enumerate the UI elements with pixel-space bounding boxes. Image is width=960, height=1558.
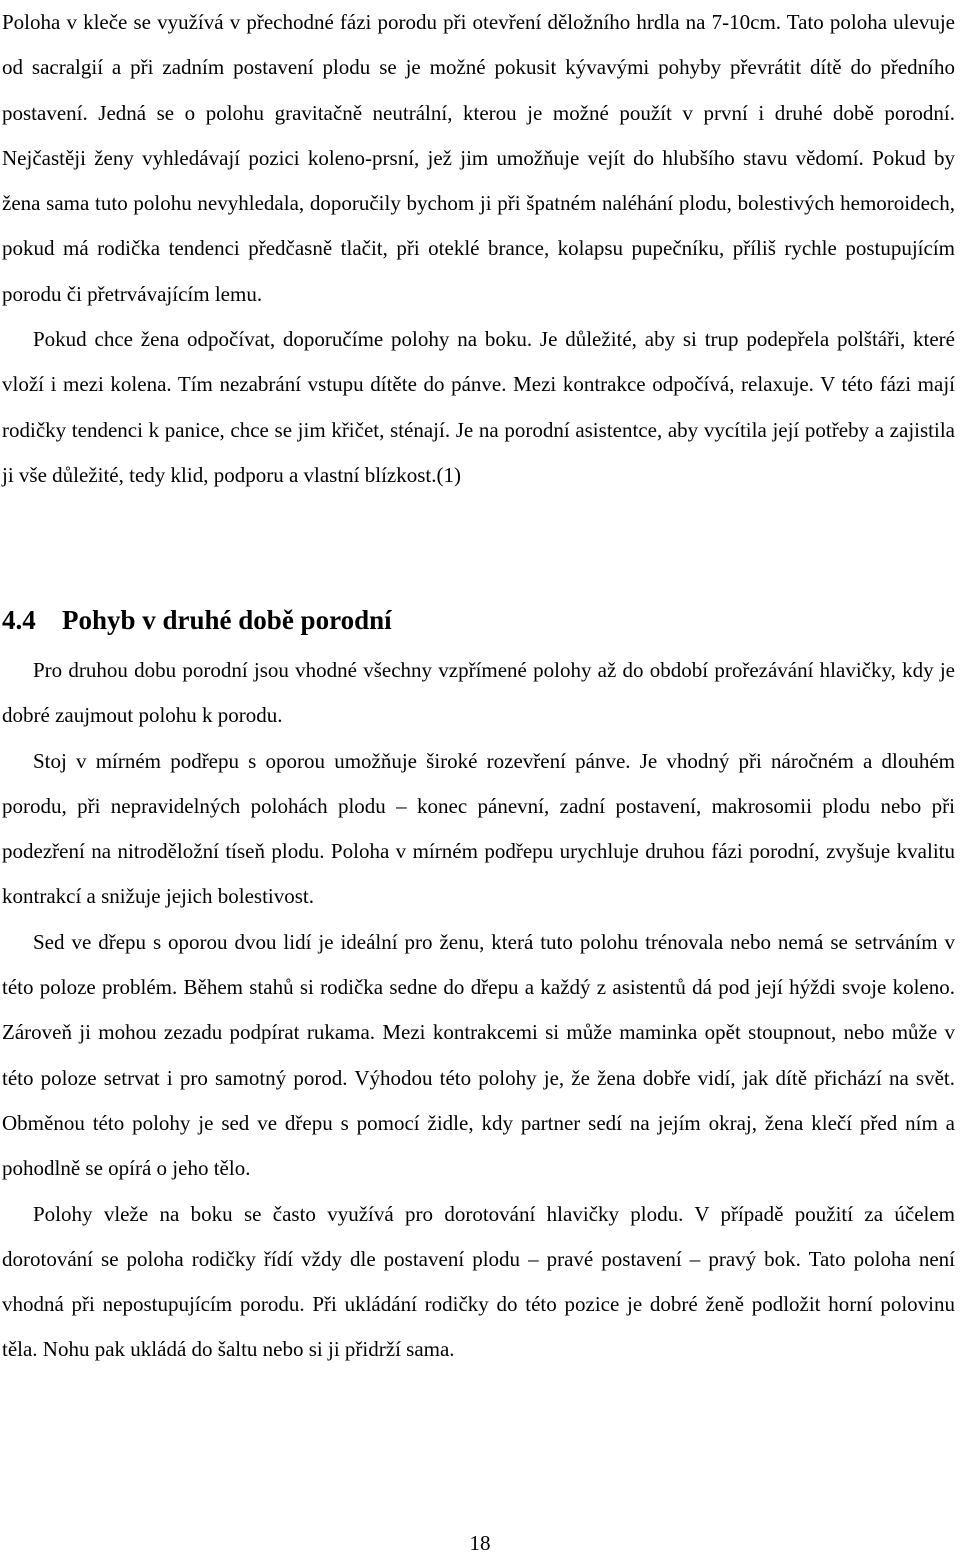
page-number: 18 [469,1531,491,1555]
section-title: Pohyb v druhé době porodní [62,605,392,635]
section-heading [2,600,392,640]
paragraph-upright-positions: Pro druhou dobu porodní jsou vhodné všechny vzpřímené polohy až do období prořezávání hlavičky, kdy je dobré zaujmout polohu k porodu. [2,658,955,728]
body-text-section [2,648,955,1373]
paragraph-kneeling-position: Poloha v kleče se využívá v přechodné fázi porodu při otevření děložního hrdla na 7-10cm. Tato poloha ulevuje od sacralgií a při zadním postavení plodu se je možné pokusit kývavými pohyby převrátit dítě do předního postavení. Jedná se o polohu gravitačně neutrální, kterou je možné použít v první i druhé době porodní. Nejčastěji ženy vyhledávají pozici koleno-prsní, jež jim umožňuje vejít do hlubšího stavu vědomí. Pokud by žena sama tuto polohu nevyhledala, doporučily bychom ji při špatném naléhání plodu, bolestivých hemoroidech, pokud má rodička tendenci předčasně tlačit, při oteklé brance, kolapsu pupečníku, příliš rychle postupujícím porodu či přetrvávajícím lemu. [2,10,955,306]
paragraph-squat-support: Sed ve dřepu s oporou dvou lidí je ideální pro ženu, která tuto polohu trénovala nebo nemá se setrváním v této poloze problém. Během stahů si rodička sedne do dřepu a každý z asistentů dá pod její hýždi svoje koleno. Zároveň ji mohou zezadu podpírat rukama. Mezi kontrakcemi si může maminka opět stoupnout, nebo může v této poloze setrvat i pro samotný porod. Výhodou této polohy je, že žena dobře vidí, jak dítě přichází na svět. Obměnou této polohy je sed ve dřepu s pomocí židle, kdy partner sedí na jejím okraj, žena klečí před ním a pohodlně se opírá o jeho tělo. [2,929,955,1181]
paragraph-standing-squat: Stoj v mírném podřepu s oporou umožňuje široké rozevření pánve. Je vhodný při náročném a dlouhém porodu, při nepravidelných polohách plodu – konec pánevní, zadní postavení, makrosomii plodu nebo při podezření na nitroděložní tíseň plodu. Poloha v mírném podřepu urychluje druhou fázi porodní, zvyšuje kvalitu kontrakcí a snižuje jejich bolestivost. [2,748,955,909]
section-number: 4.4 [2,605,36,635]
body-text-top [2,0,955,498]
paragraph-side-position-rest: Pokud chce žena odpočívat, doporučíme polohy na boku. Je důležité, aby si trup podepřela polštáři, které vloží i mezi kolena. Tím nezabrání vstupu dítěte do pánve. Mezi kontrakce odpočívá, relaxuje. V této fázi mají rodičky tendenci k panice, chce se jim křičet, sténají. Je na porodní asistentce, aby vycítila její potřeby a zajistila ji vše důležité, tedy klid, podporu a vlastní blízkost.(1) [2,327,955,487]
paragraph-lying-side: Polohy vleže na boku se často využívá pro dorotování hlavičky plodu. V případě použití za účelem dorotování se poloha rodičky řídí vždy dle postavení plodu – pravé postavení – pravý bok. Tato poloha není vhodná při nepostupujícím porodu. Při ukládání rodičky do této pozice je dobré ženě podložit horní polovinu těla. Nohu pak ukládá do šaltu nebo si ji přidrží sama. [2,1201,955,1362]
